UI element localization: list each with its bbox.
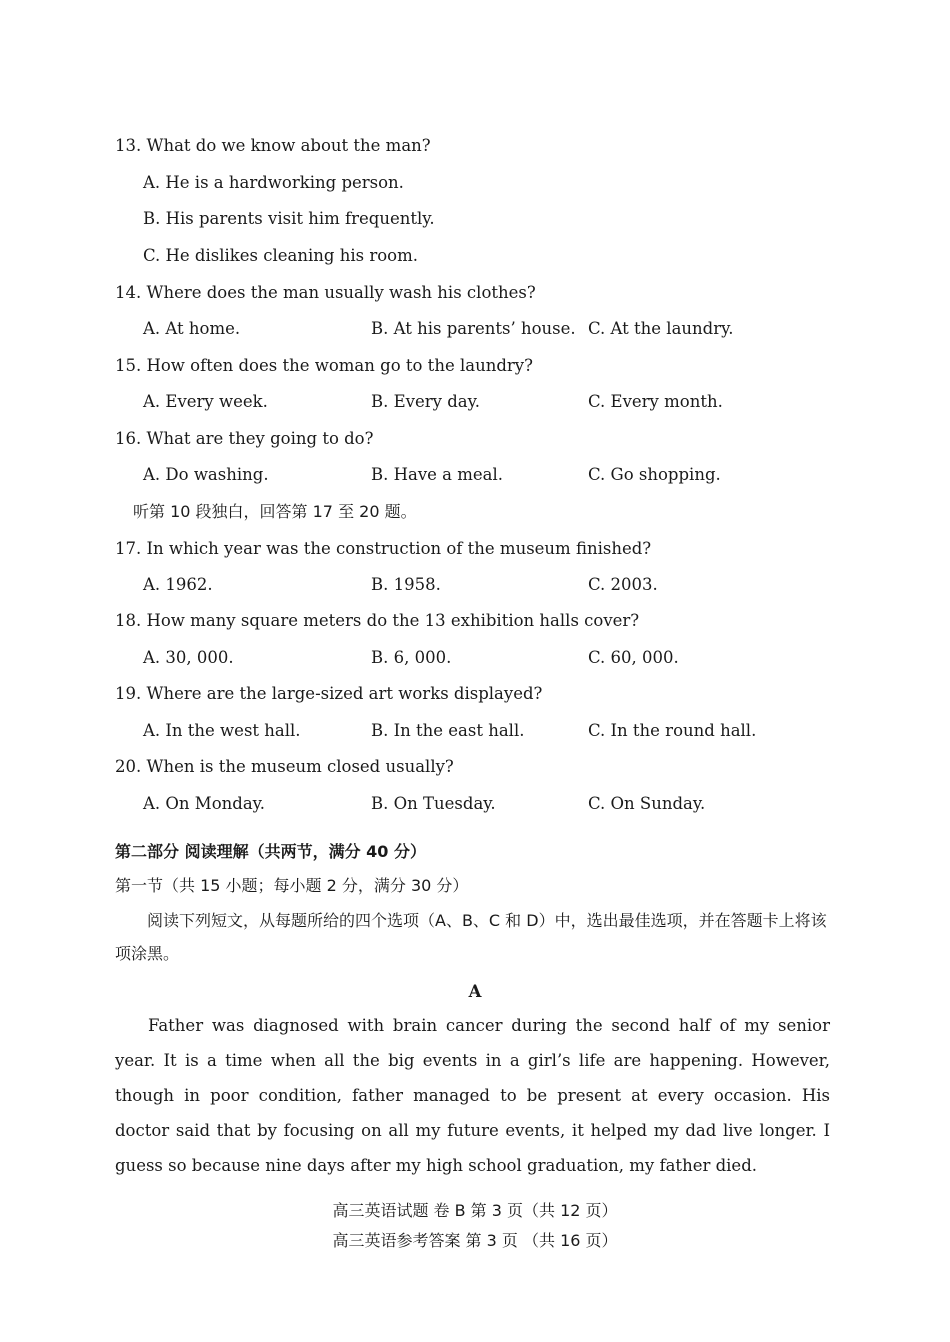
footer-answer-page: 高三英语参考答案 第 3 页 （共 16 页） [332,1231,618,1250]
q17-option-b: B. 1958. [371,575,441,594]
q18-option-c: C. 60, 000. [588,648,679,667]
part2-title: 第二部分 阅读理解（共两节，满分 40 分） [115,842,426,861]
q15-option-a: A. Every week. [143,392,268,411]
question-18: 18. How many square meters do the 13 exhibition halls cover? [115,611,640,630]
q15-option-c: C. Every month. [588,392,723,411]
q14-option-b: B. At his parents’ house. [371,319,576,338]
footer-exam-page: 高三英语试题 卷 B 第 3 页（共 12 页） [332,1201,618,1220]
q13-option-a: A. He is a hardworking person. [143,173,404,192]
instruction: 阅读下列短文，从每题所给的四个选项（A、B、C 和 D）中，选出最佳选项，并在答题卡上将该项涂黑。 [115,911,827,963]
passage-label: A [468,982,482,1001]
question-13: 13. What do we know about the man? [115,136,431,155]
question-15: 15. How often does the woman go to the laundry? [115,356,533,375]
section-note: 听第 10 段独白，回答第 17 至 20 题。 [133,502,417,521]
q19-option-b: B. In the east hall. [371,721,525,740]
question-20: 20. When is the museum closed usually? [115,757,454,776]
question-17: 17. In which year was the construction of the museum finished? [115,539,652,558]
q18-option-b: B. 6, 000. [371,648,452,667]
q16-option-a: A. Do washing. [143,465,269,484]
q20-option-a: A. On Monday. [143,794,266,813]
q17-option-a: A. 1962. [143,575,213,594]
q14-option-a: A. At home. [143,319,241,338]
section1-title: 第一节（共 15 小题；每小题 2 分，满分 30 分） [115,876,469,895]
q16-option-c: C. Go shopping. [588,465,721,484]
q19-option-c: C. In the round hall. [588,721,757,740]
question-14: 14. Where does the man usually wash his clothes? [115,283,536,302]
q13-option-b: B. His parents visit him frequently. [143,209,435,228]
q20-option-b: B. On Tuesday. [371,794,496,813]
passage-text: Father was diagnosed with brain cancer during the second half of my senior year. It is a time when all the big events in a girl’s life are happening. However, though in poor condition, father managed to be present at every occasion. His doctor said that by focusing on all my future events, it helped my dad live longer. I guess so because nine days after my high school graduation, my father died. [115,1016,830,1175]
q19-option-a: A. In the west hall. [143,721,301,740]
question-19: 19. Where are the large-sized art works displayed? [115,684,543,703]
q18-option-a: A. 30, 000. [143,648,234,667]
q13-option-c: C. He dislikes cleaning his room. [143,246,418,265]
question-16: 16. What are they going to do? [115,429,374,448]
q15-option-b: B. Every day. [371,392,480,411]
q20-option-c: C. On Sunday. [588,794,706,813]
q17-option-c: C. 2003. [588,575,658,594]
q16-option-b: B. Have a meal. [371,465,504,484]
q14-option-c: C. At the laundry. [588,319,734,338]
